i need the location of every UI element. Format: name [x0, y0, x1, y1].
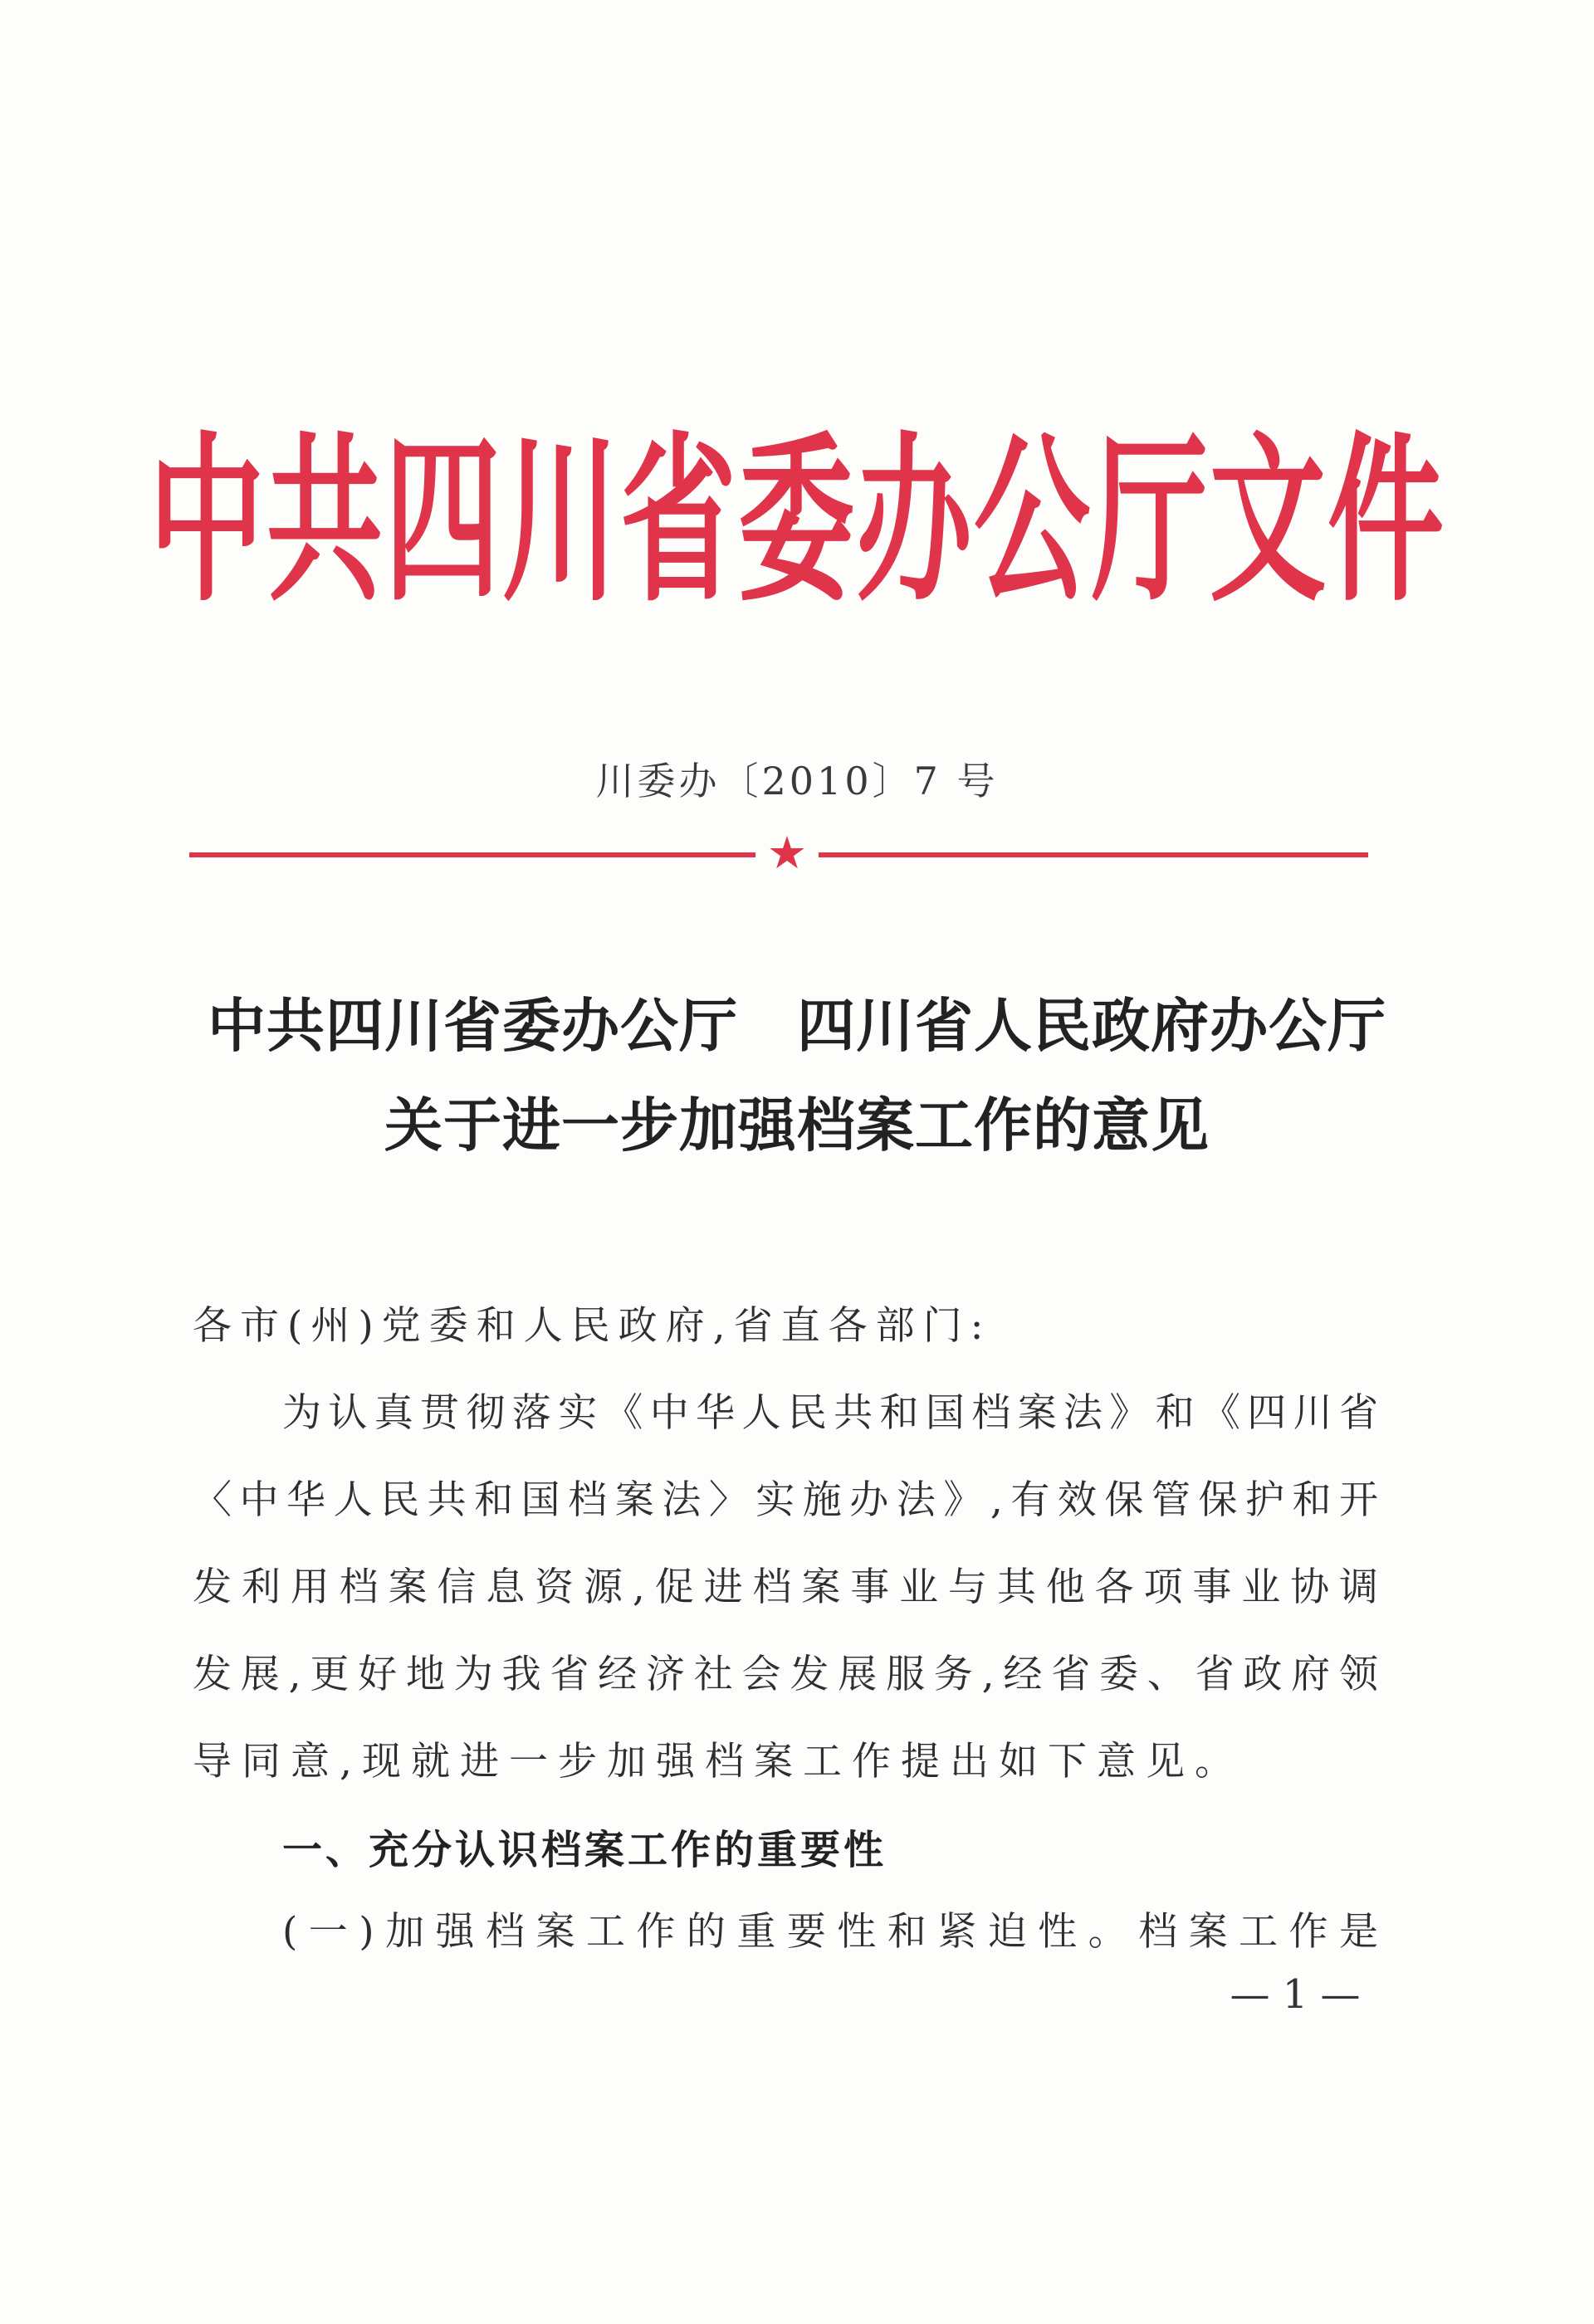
- masthead: [149, 407, 1446, 627]
- document-number: 川委办〔2010〕7 号: [595, 759, 999, 803]
- intro-paragraph-line: 〈中华人民共和国档案法〉实施办法》,有效保管保护和开: [193, 1477, 1378, 1523]
- intro-paragraph-line: 发展,更好地为我省经济社会发展服务,经省委、省政府领: [193, 1652, 1378, 1697]
- page-number: — 1 —: [1230, 1971, 1361, 2018]
- section-heading: 一、充分认识档案工作的重要性: [282, 1827, 887, 1873]
- document-title-line-1: 中共四川省委办公厅 四川省人民政府办公厅: [208, 992, 1386, 1060]
- subsection-line: (一)加强档案工作的重要性和紧迫性。档案工作是: [282, 1909, 1378, 1955]
- star-icon: ★: [766, 827, 808, 879]
- red-divider: [189, 827, 1368, 879]
- salutation: 各市(州)党委和人民政府,省直各部门:: [193, 1303, 992, 1349]
- document-title-line-2: 关于进一步加强档案工作的意见: [384, 1091, 1210, 1160]
- intro-paragraph-line: 导同意,现就进一步加强档案工作提出如下意见。: [193, 1739, 1244, 1784]
- divider-line-right: [819, 852, 1368, 857]
- divider-line-left: [189, 852, 755, 857]
- intro-paragraph-line: 为认真贯彻落实《中华人民共和国档案法》和《四川省: [282, 1390, 1378, 1436]
- intro-paragraph-line: 发利用档案信息资源,促进档案事业与其他各项事业协调: [193, 1565, 1378, 1610]
- masthead-title: 中共四川省委办公厅文件: [149, 417, 1446, 627]
